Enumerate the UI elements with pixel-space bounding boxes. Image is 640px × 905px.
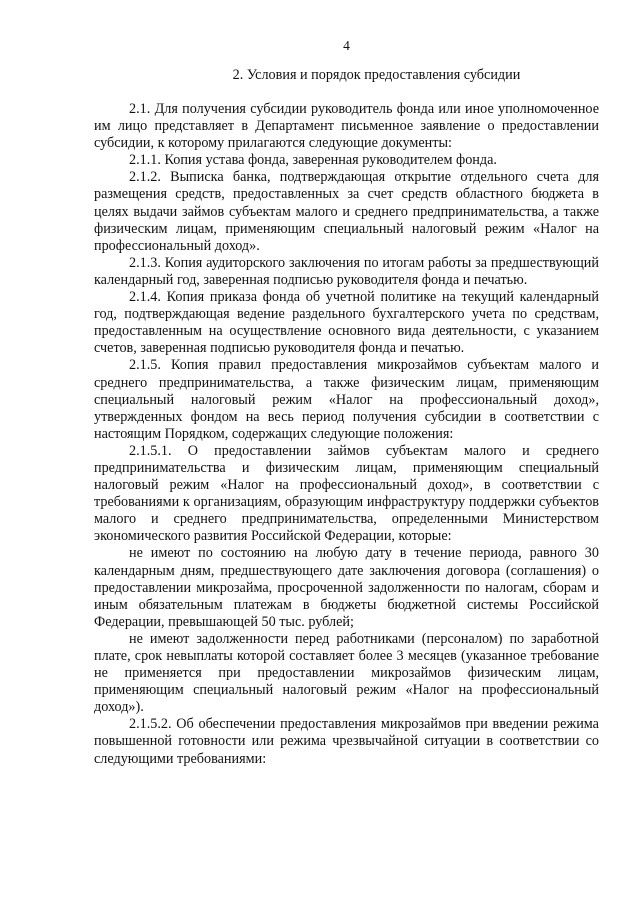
paragraph-2-1-3: 2.1.3. Копия аудиторского заключения по итогам работы за предшествующий календарный год, заверенная подписью руководителя фонда и печатью. xyxy=(94,254,599,288)
paragraph-2-1-5: 2.1.5. Копия правил предоставления микрозаймов субъектам малого и среднего предпринимательства, а также физическим лицам, применяющим специальный налоговый режим «Налог на профессиональный доход», утвержденных фондом на весь период получения субсидии в соответствии с настоящим Порядком, содержащих следующие положения: xyxy=(94,357,599,442)
paragraph-2-1-1: 2.1.1. Копия устава фонда, заверенная руководителем фонда. xyxy=(129,152,497,169)
paragraph-2-1-4: 2.1.4. Копия приказа фонда об учетной политике на текущий календарный год, подтверждающая ведение раздельного бухгалтерского учета по средствам, предоставленным на осуществление основного вида деятельности, с указанием счетов, заверенная подписью руководителя фонда и печатью. xyxy=(94,289,599,357)
paragraph-2-1-5-2: 2.1.5.2. Об обеспечении предоставления микрозаймов при введении режима повышенной готовности или режима чрезвычайной ситуации в соответствии со следующими требованиями: xyxy=(94,716,599,767)
paragraph-2-1: 2.1. Для получения субсидии руководитель фонда или иное уполномоченное им лицо представляет в Департамент письменное заявление о предоставлении субсидии, к которому прилагаются следующие документы: xyxy=(94,101,599,152)
document-body xyxy=(94,101,599,768)
paragraph-requirement-taxes: не имеют по состоянию на любую дату в течение периода, равного 30 календарным дням, предшествующего дате заключения договора (соглашения) о предоставлении микрозайма, просроченной задолженности по налогам, сборам и иным обязательным платежам в бюджеты бюджетной системы Российской Федерации, превышающей 50 тыс. рублей; xyxy=(94,545,599,630)
section-title: 2. Условия и порядок предоставления субсидии xyxy=(232,67,521,83)
paragraph-requirement-salary: не имеют задолженности перед работниками (персоналом) по заработной плате, срок невыплаты которой составляет более 3 месяцев (указанное требование не применяется при предоставлении микрозаймов физическим лицам, применяющим специальный налоговый режим «Налог на профессиональный доход»). xyxy=(94,630,599,716)
paragraph-2-1-5-1: 2.1.5.1. О предоставлении займов субъектам малого и среднего предпринимательства и физическим лицам, применяющим специальный налоговый режим «Налог на профессиональный доход», в соответствии с требованиями к организациям, образующим инфраструктуру поддержки субъектов малого и среднего предпринимательства, определенными Министерством экономического развития Российской Федерации, которые: xyxy=(94,442,599,545)
page-number: 4 xyxy=(343,38,350,53)
paragraph-2-1-2: 2.1.2. Выписка банка, подтверждающая открытие отдельного счета для размещения средств, предоставленных за счет средств областного бюджета в целях выдачи займов субъектам малого и среднего предпринимательства, а также физическим лицам, применяющим специальный налоговый режим «Налог на профессиональный доход». xyxy=(94,169,599,254)
